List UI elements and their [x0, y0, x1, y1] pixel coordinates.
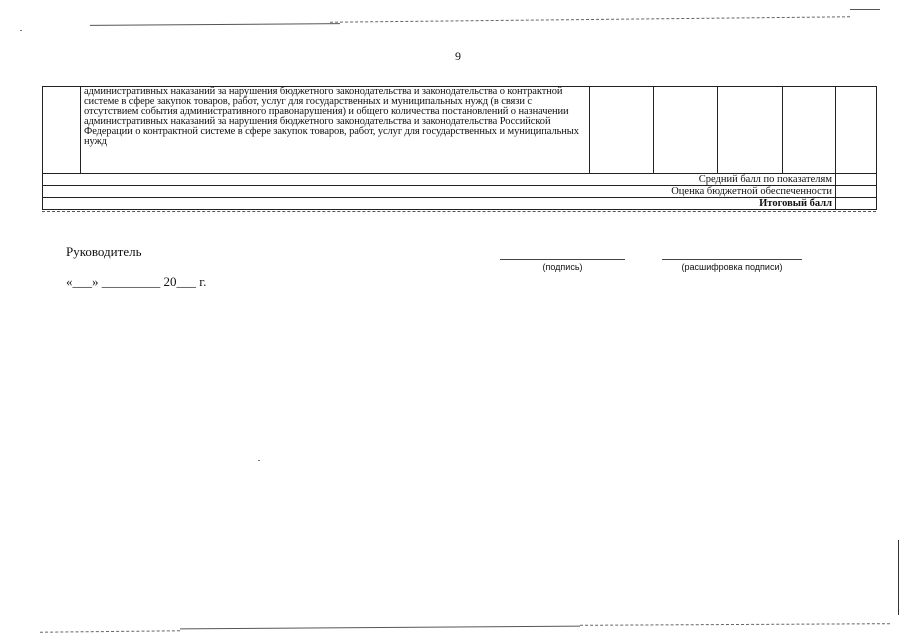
signature-caption: (подпись) [542, 262, 583, 272]
decoding-caption: (расшифровка подписи) [681, 262, 783, 272]
date-line: «___» _________ 20___ г. [66, 274, 207, 289]
table-row-average-score [43, 174, 877, 186]
scan-speck [20, 30, 22, 31]
table-cell-value [783, 87, 836, 174]
scan-artifact-right-edge [898, 540, 899, 615]
total-score-value [836, 198, 877, 210]
scan-artifact-top-dash [330, 16, 850, 22]
table-cell-score [836, 87, 877, 174]
indicator-table [42, 86, 877, 210]
table-row-total-score [43, 198, 877, 210]
table-cell-number [43, 87, 81, 174]
indicator-description: административных наказаний за нарушения бюджетного законодательства и законодательства о контрактной системе в сфере закупок товаров, работ, услуг для государственных и муниципальных нужд (в связи с отсутствием события административного правонарушения) и общего количества постановлений о назначении административных наказаний за нарушения бюджетного законодательства и законодательства Российской Федерации о контрактной системе в сфере закупок товаров, работ, услуг для государственных и муниципальных нужд [84, 86, 579, 147]
average-score-label: Средний балл по показателям [43, 174, 836, 186]
scan-artifact-top-line [90, 23, 340, 26]
scan-artifact-bottom-line [180, 626, 580, 630]
scan-artifact-bottom-right [580, 623, 890, 626]
table-cell-value [718, 87, 783, 174]
budget-assessment-value [836, 186, 877, 198]
budget-assessment-label: Оценка бюджетной обеспеченности [43, 186, 836, 198]
table-cell-value [590, 87, 654, 174]
decoding-line [662, 259, 802, 260]
page-number: 9 [455, 49, 461, 63]
table-bottom-dash [42, 211, 876, 212]
scan-artifact-top-right [850, 9, 880, 10]
table-row [43, 87, 877, 174]
table-cell-value [654, 87, 718, 174]
total-score-label: Итоговый балл [43, 198, 836, 210]
table-cell-indicator-text [81, 87, 590, 174]
signature-line [500, 259, 625, 260]
signer-title: Руководитель [66, 244, 142, 259]
scan-artifact-bottom-dash [40, 630, 180, 632]
table-row-budget-assessment [43, 186, 877, 198]
average-score-value [836, 174, 877, 186]
scan-speck [258, 460, 260, 461]
